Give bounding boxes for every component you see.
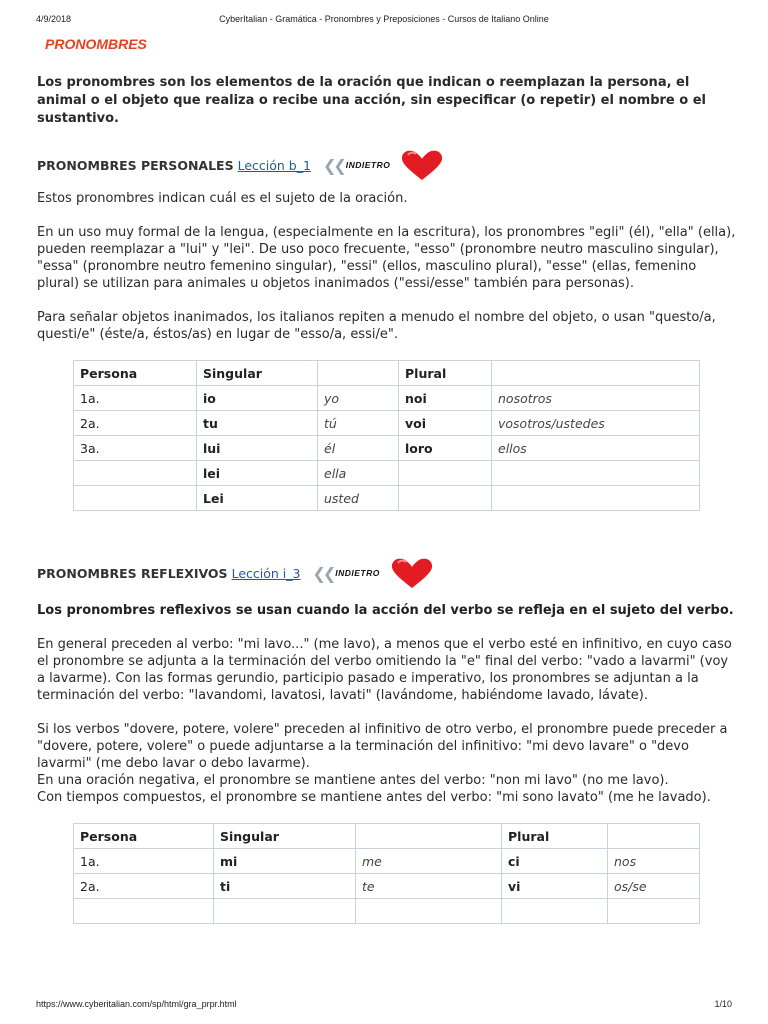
paragraph: Con tiempos compuestos, el pronombre se mantiene antes del verbo: "mi sono lavato" (me he lavado). — [37, 790, 711, 805]
table-header-row — [74, 361, 700, 386]
person-cell — [74, 486, 197, 511]
heart-icon[interactable] — [400, 149, 444, 181]
table-row — [74, 436, 700, 461]
page-content — [37, 36, 737, 924]
header-cell: Plural — [502, 824, 608, 849]
italian-singular-cell: lui — [197, 436, 318, 461]
italian-plural-cell: loro — [399, 436, 492, 461]
spanish-plural-cell — [492, 486, 700, 511]
person-cell: 1a. — [74, 849, 214, 874]
table-row — [74, 849, 700, 874]
header-cell: Plural — [399, 361, 492, 386]
table-row — [74, 486, 700, 511]
table-header-row — [74, 824, 700, 849]
table-row — [74, 386, 700, 411]
personal-pronouns-table — [73, 360, 700, 511]
section-heading-reflexivos — [37, 556, 737, 590]
header-cell — [492, 361, 700, 386]
spanish-singular-cell: ella — [318, 461, 399, 486]
lesson-link-b1[interactable]: Lección b_1 — [237, 157, 311, 173]
table-row — [74, 461, 700, 486]
table-row — [74, 899, 700, 924]
reflexive-pronouns-table — [73, 823, 700, 924]
paragraph: Para señalar objetos inanimados, los italianos repiten a menudo el nombre del objeto, o usan "questo/a, questi/e" (éste/a, éstos/as) en lugar de "esso/a, essi/e". — [37, 310, 716, 342]
intro-paragraph: Los pronombres son los elementos de la oración que indican o reemplazan la persona, el animal o el objeto que realiza o recibe una acción, sin especificar (o repetir) el nombre o el sustantivo. — [37, 75, 706, 126]
italian-singular-cell: ti — [214, 874, 356, 899]
italian-singular-cell: io — [197, 386, 318, 411]
person-cell: 2a. — [74, 874, 214, 899]
table-row — [74, 874, 700, 899]
paragraph: En general preceden al verbo: "mi lavo..." (me lavo), a menos que el verbo esté en infinitivo, en cuyo caso el pronombre se adjunta a la terminación del verbo omitiendo la "e" final del verbo: "vado a lavarmi" (voy a lavarme). Con las formas gerundio, participio pasado e imperativo, los pronombres se adjuntan a la terminación del verbo: "lavandomi, lavatosi, lavati" (lavándome, habiéndome lavado, lávate). — [37, 637, 732, 703]
spanish-plural-cell: vosotros/ustedes — [492, 411, 700, 436]
spanish-plural-cell: os/se — [608, 874, 700, 899]
header-cell — [318, 361, 399, 386]
italian-plural-cell: noi — [399, 386, 492, 411]
print-page-title: CyberItalian - Gramática - Pronombres y Preposiciones - Cursos de Italiano Online — [219, 14, 549, 24]
spanish-plural-cell — [492, 461, 700, 486]
header-cell — [356, 824, 502, 849]
header-cell: Persona — [74, 824, 214, 849]
print-page-number: 1/10 — [714, 999, 732, 1009]
paragraph: En una oración negativa, el pronombre se mantiene antes del verbo: "non mi lavo" (no me lavo). — [37, 773, 669, 788]
italian-singular-cell: tu — [197, 411, 318, 436]
paragraph: Si los verbos "dovere, potere, volere" preceden al infinitivo de otro verbo, el pronombre puede preceder a "dovere, potere, volere" o puede adjuntarse a la terminación del infinitivo: "mi devo lavare" o "devo lavarmi" (me debo lavar o debo lavarme). — [37, 722, 728, 771]
spanish-singular-cell — [356, 899, 502, 924]
back-label: INDIETRO — [335, 568, 380, 578]
page-title: PRONOMBRES — [45, 36, 147, 52]
lesson-link-i3[interactable]: Lección i_3 — [231, 565, 301, 581]
italian-plural-cell: vi — [502, 874, 608, 899]
spanish-singular-cell: te — [356, 874, 502, 899]
back-button[interactable] — [323, 156, 390, 175]
italian-singular-cell: Lei — [197, 486, 318, 511]
person-cell: 1a. — [74, 386, 197, 411]
spanish-singular-cell: él — [318, 436, 399, 461]
spanish-plural-cell: ellos — [492, 436, 700, 461]
italian-plural-cell — [399, 486, 492, 511]
table-row — [74, 411, 700, 436]
back-label: INDIETRO — [345, 160, 391, 170]
double-chevron-left-icon: ❮❮ — [322, 155, 344, 175]
section-title: PRONOMBRES REFLEXIVOS — [37, 565, 228, 581]
header-cell — [608, 824, 700, 849]
section-title: PRONOMBRES PERSONALES — [37, 157, 234, 173]
italian-singular-cell: mi — [214, 849, 356, 874]
spanish-plural-cell: nos — [608, 849, 700, 874]
spanish-singular-cell: me — [356, 849, 502, 874]
back-button[interactable] — [312, 564, 379, 583]
header-cell: Singular — [197, 361, 318, 386]
person-cell: 3a. — [74, 436, 197, 461]
person-cell — [74, 899, 214, 924]
italian-singular-cell — [214, 899, 356, 924]
italian-plural-cell: voi — [399, 411, 492, 436]
person-cell — [74, 461, 197, 486]
print-url: https://www.cyberitalian.com/sp/html/gra_prpr.html — [36, 999, 237, 1009]
spanish-singular-cell: tú — [318, 411, 399, 436]
italian-plural-cell — [502, 899, 608, 924]
italian-plural-cell: ci — [502, 849, 608, 874]
print-date: 4/9/2018 — [36, 14, 72, 24]
person-cell: 2a. — [74, 411, 197, 436]
italian-singular-cell: lei — [197, 461, 318, 486]
section-heading-personales — [37, 148, 737, 182]
lead-paragraph: Los pronombres reflexivos se usan cuando la acción del verbo se refleja en el sujeto del verbo. — [37, 603, 734, 618]
paragraph: En un uso muy formal de la lengua, (especialmente en la escritura), los pronombres "egli" (él), "ella" (ella), pueden reemplazar a "lui" y "lei". De uso poco frecuente, "esso" (pronombre neutro masculino singular), "essa" (pronombre neutro femenino singular), "essi" (ellos, masculino plural), "esse" (ellas, femenino plural) se utilizan para animales u objetos inanimados ("essi/esse" también para personas). — [37, 225, 736, 291]
spanish-singular-cell: usted — [318, 486, 399, 511]
paragraph: Estos pronombres indican cuál es el sujeto de la oración. — [37, 191, 408, 206]
header-cell: Singular — [214, 824, 356, 849]
double-chevron-left-icon: ❮❮ — [312, 563, 334, 583]
spanish-singular-cell: yo — [318, 386, 399, 411]
header-cell: Persona — [74, 361, 197, 386]
spanish-plural-cell — [608, 899, 700, 924]
italian-plural-cell — [399, 461, 492, 486]
spanish-plural-cell: nosotros — [492, 386, 700, 411]
heart-icon[interactable] — [390, 557, 434, 589]
